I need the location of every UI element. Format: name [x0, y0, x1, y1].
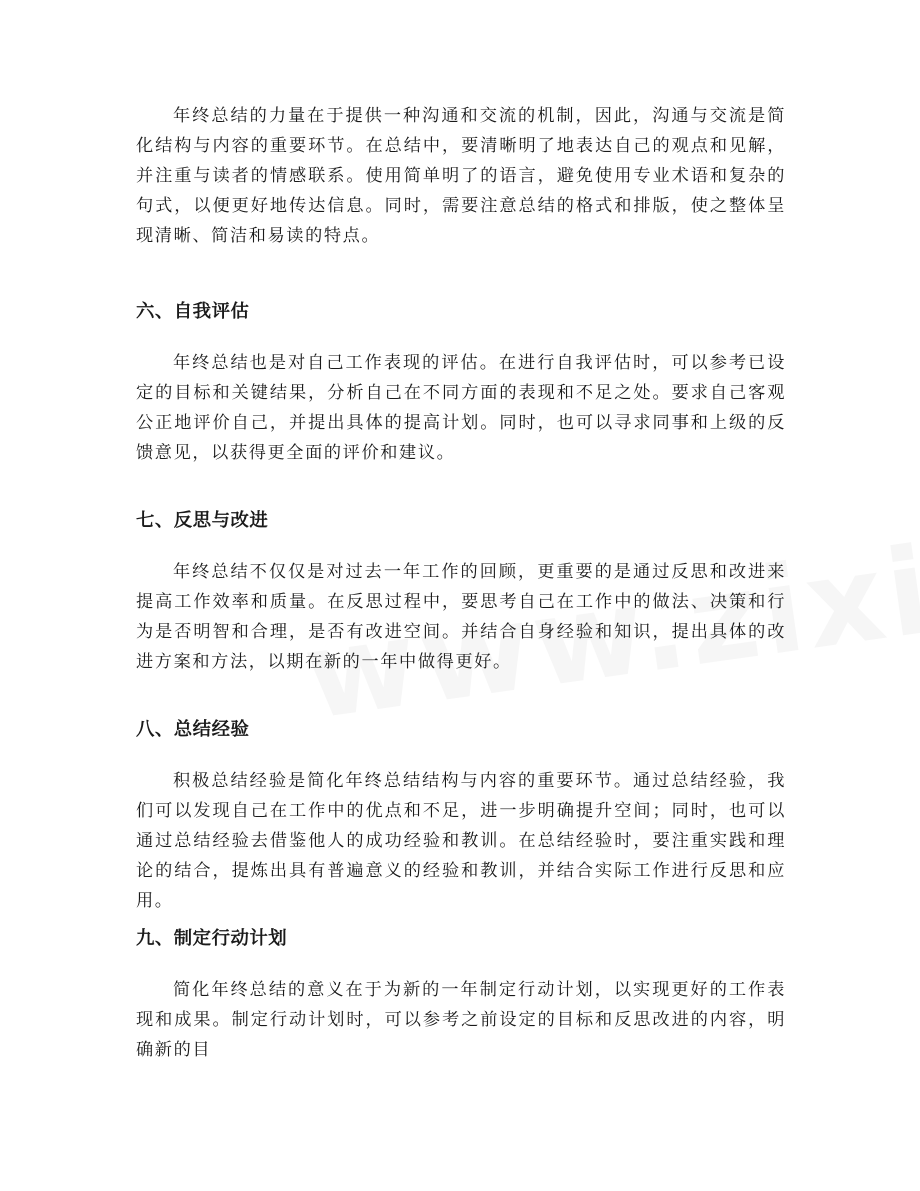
section-body-self-assessment: 年终总结也是对自己工作表现的评估。在进行自我评估时，可以参考已设定的目标和关键结果，分析自己在不同方面的表现和不足之处。要求自己客观公正地评价自己，并提出具体的提高计划。同时，也可以寻求同事和上级的反馈意见，以获得更全面的评价和建议。: [136, 353, 786, 463]
section-heading-self-assessment: 六、自我评估: [136, 301, 250, 322]
section-heading-reflection: 七、反思与改进: [136, 510, 269, 531]
section-body-action-plan: 简化年终总结的意义在于为新的一年制定行动计划，以实现更好的工作表现和成果。制定行动计划时，可以参考之前设定的目标和反思改进的内容，明确新的目: [136, 980, 786, 1060]
intro-paragraph: 年终总结的力量在于提供一种沟通和交流的机制，因此，沟通与交流是简化结构与内容的重要环节。在总结中，要清晰明了地表达自己的观点和见解，并注重与读者的情感联系。使用简单明了的语言，避免使用专业术语和复杂的句式，以便更好地传达信息。同时，需要注意总结的格式和排版，使之整体呈现清晰、简洁和易读的特点。: [136, 106, 786, 246]
section-heading-experience: 八、总结经验: [136, 719, 250, 740]
section-body-experience: 积极总结经验是简化年终总结结构与内容的重要环节。通过总结经验，我们可以发现自己在工作中的优点和不足，进一步明确提升空间；同时，也可以通过总结经验去借鉴他人的成功经验和教训。在总结经验时，要注重实践和理论的结合，提炼出具有普遍意义的经验和教训，并结合实际工作进行反思和应用。: [136, 771, 786, 911]
section-heading-action-plan: 九、制定行动计划: [136, 928, 288, 949]
section-body-reflection: 年终总结不仅仅是对过去一年工作的回顾，更重要的是通过反思和改进来提高工作效率和质量。在反思过程中，要思考自己在工作中的做法、决策和行为是否明智和合理，是否有改进空间。并结合自身经验和知识，提出具体的改进方案和方法，以期在新的一年中做得更好。: [136, 562, 786, 672]
